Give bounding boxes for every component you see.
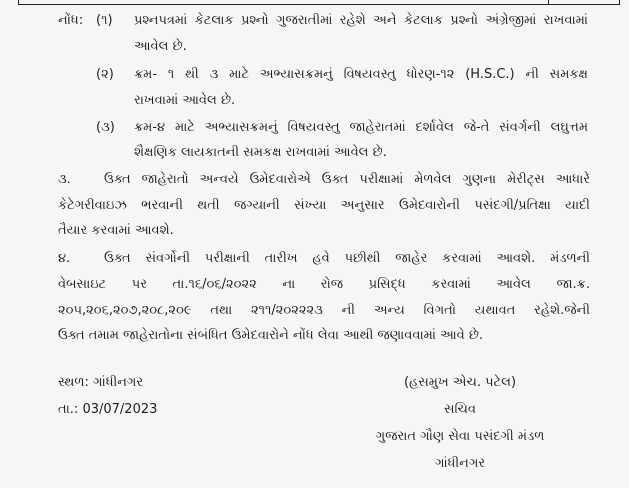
note-label: નોંધ:	[58, 13, 84, 28]
note-item-2-line-2: રાખવામાં આવેલ છે.	[134, 93, 236, 108]
para-4-number: ૪.	[58, 251, 71, 266]
note-item-3-number: (૩)	[96, 120, 115, 135]
para-4-line-1: ઉક્ત સંવર્ગોની પરીક્ષાની તારીખ હવે પછીથી જાહેર કરવામાં આવશે. મંડળની	[104, 251, 590, 266]
organisation-city: ગાંધીનગર	[434, 456, 486, 471]
note-item-1-line-2: આવેલ છે.	[134, 39, 187, 54]
para-4-line-2: વેબસાઇટ પર તા.૧૬/૦૬/૨૦૨૨ ના રોજ પ્રસિદ્ધ કરવામાં આવેલ જા.ક્ર.	[58, 277, 590, 292]
note-item-3-line-2: શૈક્ષણિક લાયકાતની સમકક્ષ રાખવામાં આવેલ છે.	[134, 145, 387, 160]
organisation-name: ગુજરાત ગૌણ સેવા પસંદગી મંડળ	[375, 429, 545, 444]
para-4-line-4: ઉક્ત તમામ જાહેરાતોના સંબંધિત ઉમેદવારોને નોંધ લેવા આથી જણાવવામાં આવે છે.	[58, 328, 484, 343]
date-label: તા.: 03/07/2023	[58, 402, 158, 417]
note-item-2-line-1: ક્રમ- ૧ થી ૩ માટે અભ્યાસક્રમનું વિષયવસ્તુ ધોરણ-૧૨ (H.S.C.) ની સમકક્ષ	[134, 67, 588, 82]
place-label: સ્થળ: ગાંધીનગર	[58, 375, 144, 390]
signatory-designation: સચિવ	[444, 402, 476, 417]
para-3-line-2: કેટેગરીવાઇઝ ભરવાની થતી જગ્યાની સંખ્યા અનુસાર ઉમેદવારોની પસંદગી/પ્રતિક્ષા યાદી	[58, 198, 590, 213]
signatory-name: (હસમુખ એચ. પટેલ)	[403, 375, 517, 390]
para-4-line-3: ૨૦૫,૨૦૬,૨૦૭,૨૦૮,૨૦૯ તથા ૨૧૧/૨૦૨૨૨૩ ની અન્ય વિગતો યથાવત રહેશે.જેની	[58, 303, 590, 318]
note-item-3-line-1: ક્રમ-૪ માટે અભ્યાસક્રમનું વિષયવસ્તુ જાહેરાતમાં દર્શાવેલ જે-તે સંવર્ગની લઘુત્તમ	[134, 120, 588, 135]
para-3-number: ૩.	[58, 172, 71, 187]
para-3-line-1: ઉક્ત જાહેરાતો અન્વયે ઉમેદવારોએ ઉક્ત પરીક્ષામાં મેળવેલ ગુણના મેરીટ્સ આધારે	[104, 172, 590, 187]
note-item-1-number: (૧)	[96, 13, 113, 28]
table-fragment	[18, 0, 620, 5]
note-item-2-number: (૨)	[96, 67, 114, 82]
para-3-line-3: તૈયાર કરવામાં આવશે.	[58, 223, 174, 238]
note-item-1-line-1: પ્રશ્નપત્રમાં કેટલાક પ્રશ્નો ગુજરાતીમાં રહેશે અને કેટલાક પ્રશ્નો અંગ્રેજીમાં રાખવામાં	[134, 13, 588, 28]
